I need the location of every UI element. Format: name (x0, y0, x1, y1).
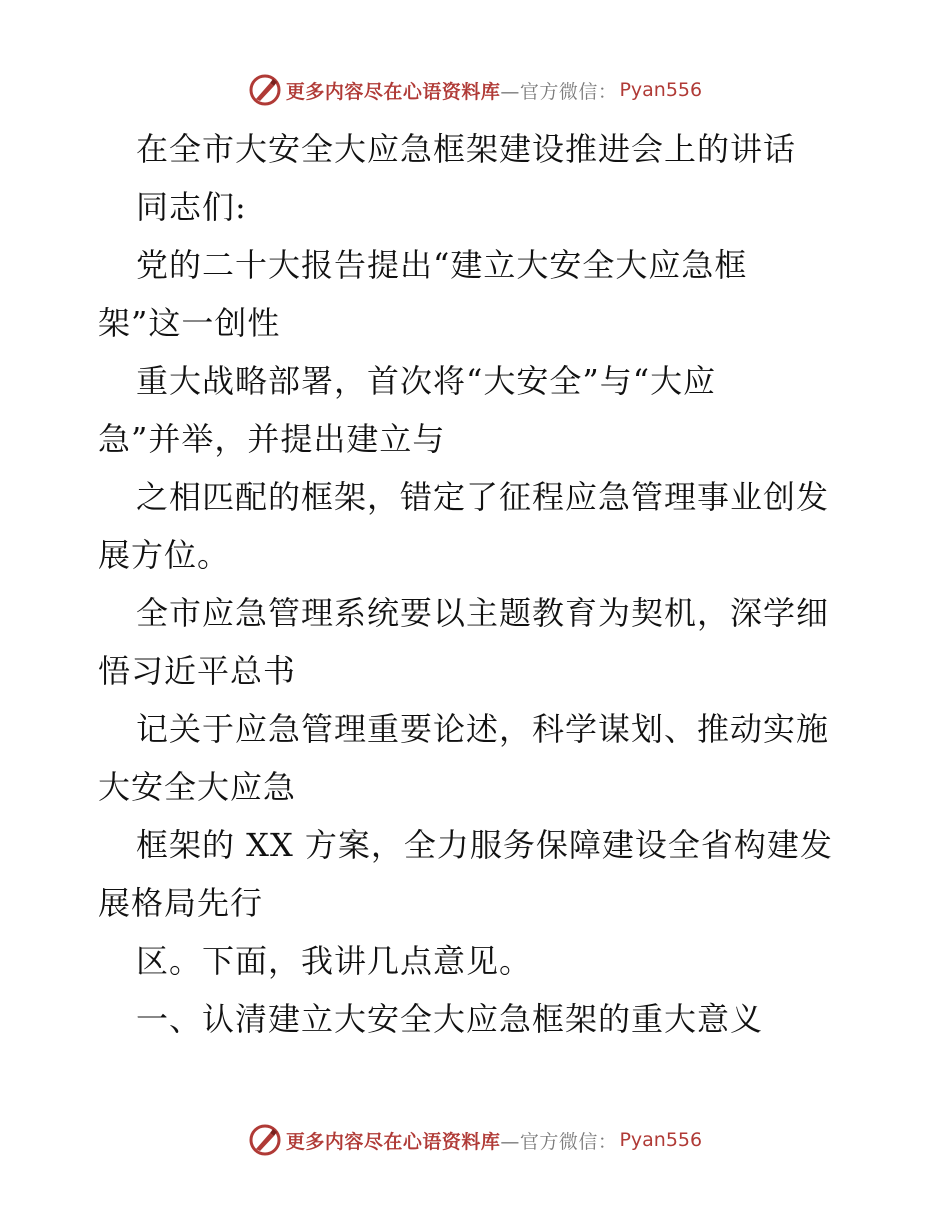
section-heading: 一、认清建立大安全大应急框架的重大意义 (136, 1000, 764, 1038)
banner-separator-text: —官方微信： (500, 80, 618, 103)
banner-main-text: 更多内容尽在心语资料库 (285, 80, 501, 103)
paragraph-line: 框架的 XX 方案，全力服务保障建设全省构建发 (136, 826, 833, 864)
paragraph-line: 记关于应急管理重要论述，科学谋划、推动实施 (136, 710, 830, 748)
paragraph-line: 全市应急管理系统要以主题教育为契机，深学细 (136, 594, 830, 632)
paragraph-line: 架”这一创性 (98, 304, 281, 342)
pen-seal-icon (248, 73, 282, 107)
paragraph-line: 展方位。 (98, 536, 231, 574)
paragraph-line: 之相匹配的框架，错定了征程应急管理事业创发 (136, 478, 830, 516)
footer-watermark-banner (0, 1120, 950, 1160)
paragraph-line: 悟习近平总书 (98, 652, 297, 690)
document-body (98, 120, 868, 1048)
document-title: 在全市大安全大应急框架建设推进会上的讲话 (136, 130, 797, 168)
banner-wechat-id: Pyan556 (619, 79, 703, 101)
paragraph-line: 党的二十大报告提出“建立大安全大应急框 (136, 246, 748, 284)
paragraph-line: 大安全大应急 (98, 768, 297, 806)
pen-seal-icon (248, 1123, 282, 1157)
banner-main-text: 更多内容尽在心语资料库 (285, 1130, 501, 1153)
paragraph-line: 区。下面，我讲几点意见。 (136, 942, 533, 980)
banner-wechat-id: Pyan556 (619, 1129, 703, 1151)
banner-separator-text: —官方微信： (500, 1130, 618, 1153)
paragraph-line: 展格局先行 (98, 884, 264, 922)
header-watermark-banner (0, 70, 950, 110)
salutation: 同志们: (136, 188, 247, 226)
paragraph-line: 急”并举，并提出建立与 (98, 420, 446, 458)
paragraph-line: 重大战略部署，首次将“大安全”与“大应 (136, 362, 717, 400)
